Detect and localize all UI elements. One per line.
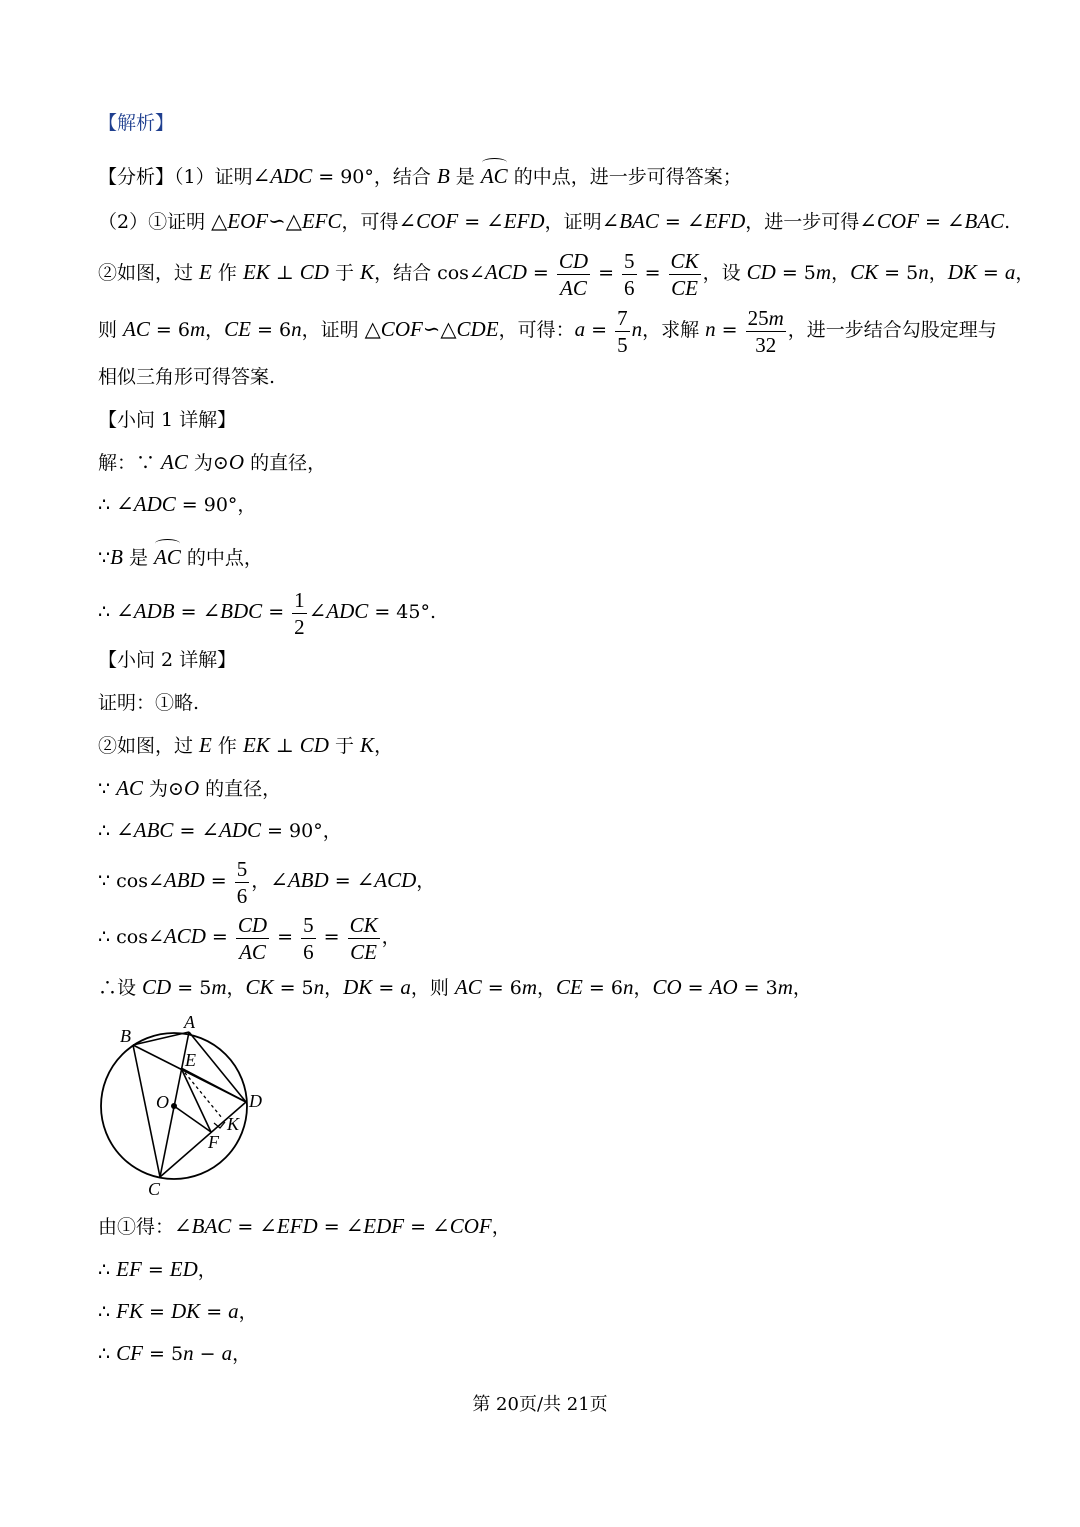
q2-line-10: ∴ FK = DK = a， xyxy=(98,1299,258,1323)
analysis-line-2: （2）①证明 △EOF∽△EFC，可得∠COF = ∠EFD，证明∠BAC = ∠EFD，进一步可得∠COF = ∠BAC. xyxy=(98,209,1011,233)
q1-line-2: ∴ ∠ADC = 90°， xyxy=(98,492,257,516)
page-footer: 第 20页/共 21页 xyxy=(472,1394,608,1415)
section-label-jiexi: 【解析】 xyxy=(98,112,175,134)
label-o: O xyxy=(156,1092,169,1112)
q2-line-3: ∵ AC 为⊙O 的直径， xyxy=(98,776,282,800)
q2-title: 【小问 2 详解】 xyxy=(98,649,237,671)
q2-line-2: ②如图，过 E 作 EK ⊥ CD 于 K， xyxy=(98,733,394,757)
q1-line-1: 解：∵ AC 为⊙O 的直径， xyxy=(98,450,327,474)
analysis-line-4: 则 AC = 6m，CE = 6n，证明 △COF∽△CDE，可得：a = $\frac{7}{5}$ n，求解 n = $\frac{25m}{32}$ ，进一步结合勾股定理与 xyxy=(98,305,997,357)
q2-line-6: ∴ cos∠ACD = $\frac{CD}{AC}$ = $\frac{5}{6}$ = $\frac{CK}{CE}$ ， xyxy=(98,912,401,964)
q1-line-4: ∴ ∠ADB = ∠BDC = $\frac{1}{2}$ ∠ADC = 45°. xyxy=(98,587,436,639)
q1-title: 【小问 1 详解】 xyxy=(98,409,237,431)
label-e: E xyxy=(185,1050,196,1070)
q2-line-9: ∴ EF = ED， xyxy=(98,1257,217,1281)
q2-line-4: ∴ ∠ABC = ∠ADC = 90°， xyxy=(98,818,342,842)
geometry-figure xyxy=(96,1010,276,1200)
q2-line-11: ∴ CF = 5n − a， xyxy=(98,1341,252,1365)
label-f: F xyxy=(208,1132,219,1152)
label-k: K xyxy=(227,1114,240,1134)
analysis-line-1: 【分析】（1）证明∠ADC = 90°，结合 B 是 AC 的中点，进一步可得答案； xyxy=(98,160,742,189)
analysis-line-5: 相似三角形可得答案. xyxy=(98,366,276,388)
q1-line-3: ∵B 是 AC 的中点， xyxy=(98,541,263,570)
label-a: A xyxy=(184,1012,195,1032)
q2-line-5: ∵ cos∠ABD = $\frac{5}{6}$ ，∠ABD = ∠ACD， xyxy=(98,856,436,908)
label-d: D xyxy=(249,1091,262,1111)
q2-line-7: ∴设 CD = 5m，CK = 5n，DK = a，则 AC = 6m，CE = 6n，CO = AO = 3m， xyxy=(98,975,812,999)
label-c: C xyxy=(148,1179,161,1199)
analysis-line-3: ②如图，过 E 作 EK ⊥ CD 于 K，结合 cos∠ACD = $\frac{CD}{AC}$ = $\frac{5}{6}$ = $\frac{CK}{CE}$ ，设 CD = 5m，CK = 5n，DK = a， xyxy=(98,248,1035,300)
q2-line-8: 由①得：∠BAC = ∠EFD = ∠EDF = ∠COF， xyxy=(98,1214,511,1238)
analysis-label: 【分析】 xyxy=(98,166,175,188)
q2-line-1: 证明：①略. xyxy=(98,692,200,714)
label-b: B xyxy=(120,1026,131,1046)
